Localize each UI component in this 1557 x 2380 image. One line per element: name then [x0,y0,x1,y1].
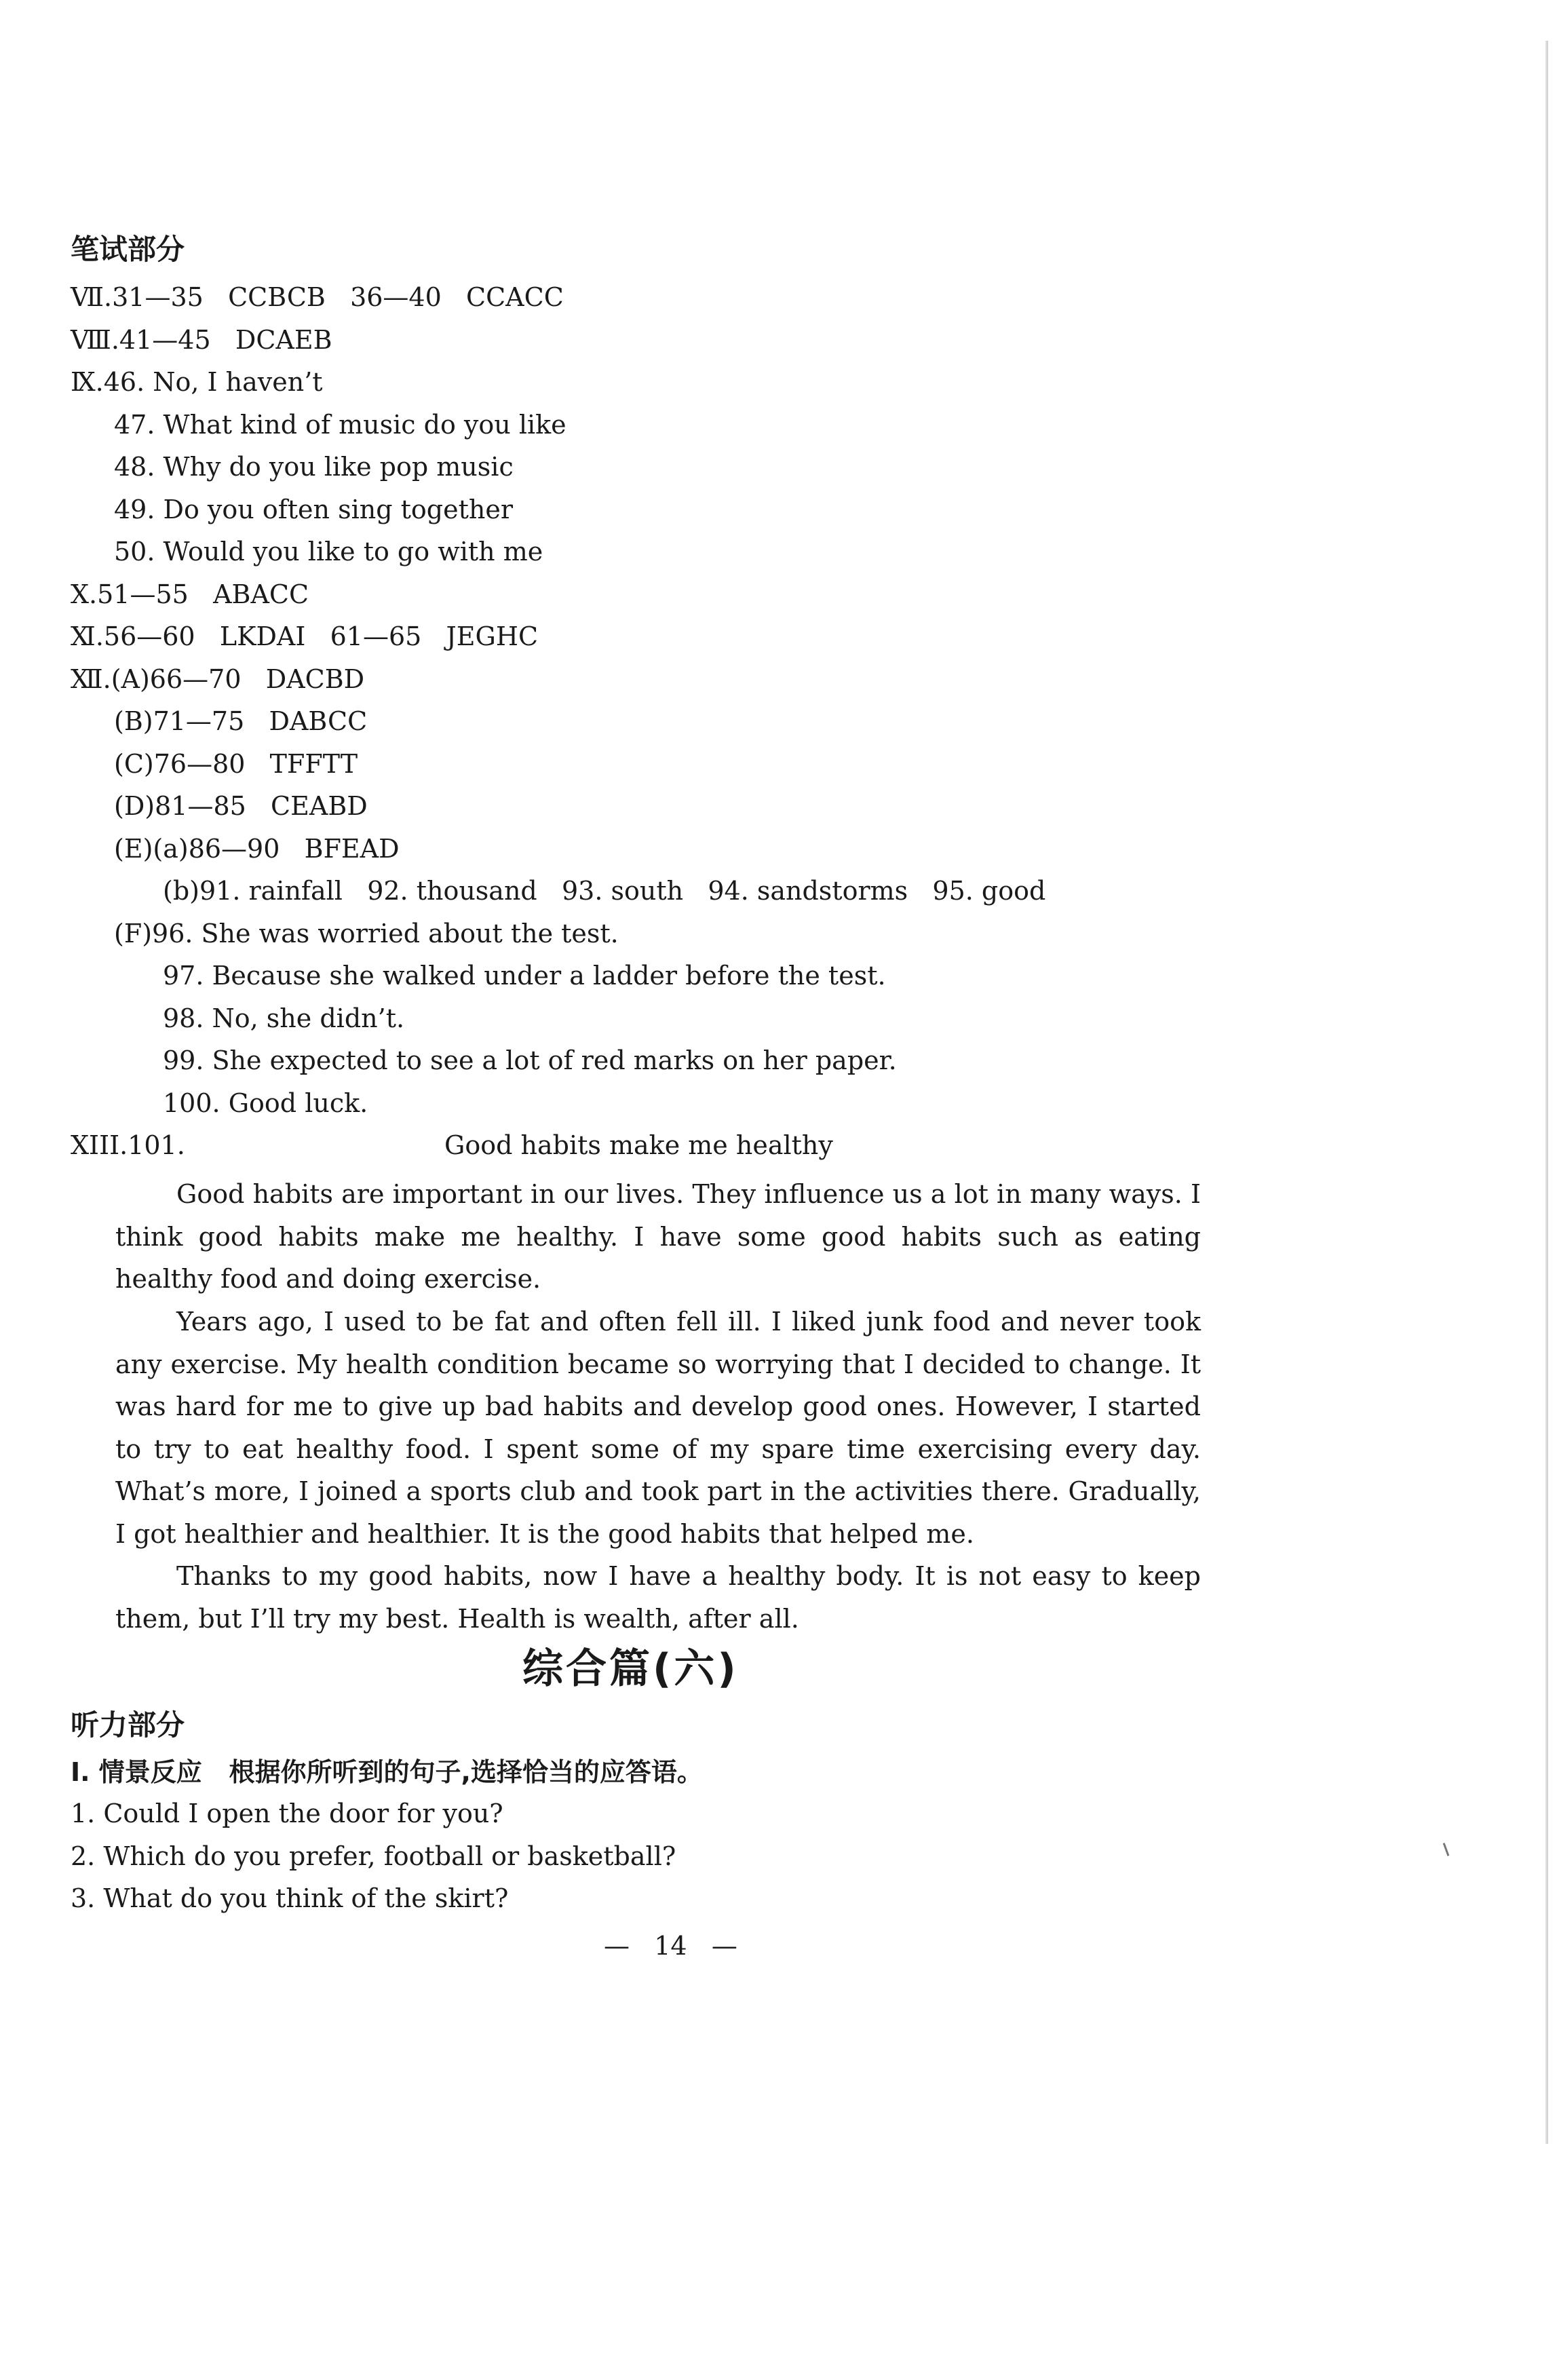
answer-line: (C)76—80 TFFTT [114,749,358,779]
answer-line: (D)81—85 CEABD [114,791,368,821]
essay-number: XIII.101. [71,1130,185,1160]
listening-instruction: Ⅰ. 情景反应 根据你所听到的句子,选择恰当的应答语。 [71,1757,703,1787]
essay-paragraph: Good habits are important in our lives. They influence us a lot in many ways. I think good habits make me healthy. I have some good habits such as eating healthy food and doing exercise. [115,1179,1201,1294]
answer-line: Ⅻ.(A)66—70 DACBD [71,664,365,694]
answer-line: (E)(a)86—90 BFEAD [114,834,400,864]
page-number: — 14 — [604,1931,737,1961]
answer-line: (B)71—75 DABCC [114,706,368,736]
answer-line: Ⅺ.56—60 LKDAI 61—65 JEGHC [71,621,539,651]
answer-line: (b)91. rainfall 92. thousand 93. south 94. sandstorms 95. good [163,876,1046,906]
answer-line: (F)96. She was worried about the test. [114,919,619,948]
answer-line: Ⅹ.51—55 ABACC [71,579,309,609]
scan-speck [1443,1843,1450,1856]
section-title: 综合篇(六) [522,1645,739,1693]
listening-part-heading: 听力部分 [71,1708,185,1742]
answer-line: 49. Do you often sing together [114,495,513,524]
answer-line: 47. What kind of music do you like [114,410,566,440]
answer-line: Ⅶ.31—35 CCBCB 36—40 CCACC [71,282,564,312]
listening-question: 2. Which do you prefer, football or basketball? [71,1841,676,1871]
answer-line: 99. She expected to see a lot of red marks on her paper. [163,1045,897,1075]
answer-line: 48. Why do you like pop music [114,452,514,482]
answer-line: 97. Because she walked under a ladder before the test. [163,961,886,991]
essay-paragraph: Years ago, I used to be fat and often fell ill. I liked junk food and never took any exercise. My health condition became so worrying that I decided to change. It was hard for me to give up bad habits and develop good ones. However, I started to try to eat healthy food. I spent some of my spare time exercising every day. What’s more, I joined a sports club and took part in the activities there. Gradually, I got healthier and healthier. It is the good habits that helped me. [115,1307,1201,1549]
answer-line: 98. No, she didn’t. [163,1003,405,1033]
written-part-heading: 笔试部分 [71,233,185,266]
answer-line: 50. Would you like to go with me [114,537,543,567]
page-edge-shadow [1545,41,1548,2144]
answer-line: Ⅸ.46. No, I haven’t [71,367,323,397]
listening-question: 3. What do you think of the skirt? [71,1883,509,1913]
essay-title: Good habits make me healthy [444,1130,833,1160]
answer-line: Ⅷ.41—45 DCAEB [71,325,332,355]
essay-paragraph: Thanks to my good habits, now I have a healthy body. It is not easy to keep them, but I’ll try my best. Health is wealth, after all. [115,1561,1201,1634]
listening-question: 1. Could I open the door for you? [71,1799,503,1828]
answer-line: 100. Good luck. [163,1088,368,1118]
